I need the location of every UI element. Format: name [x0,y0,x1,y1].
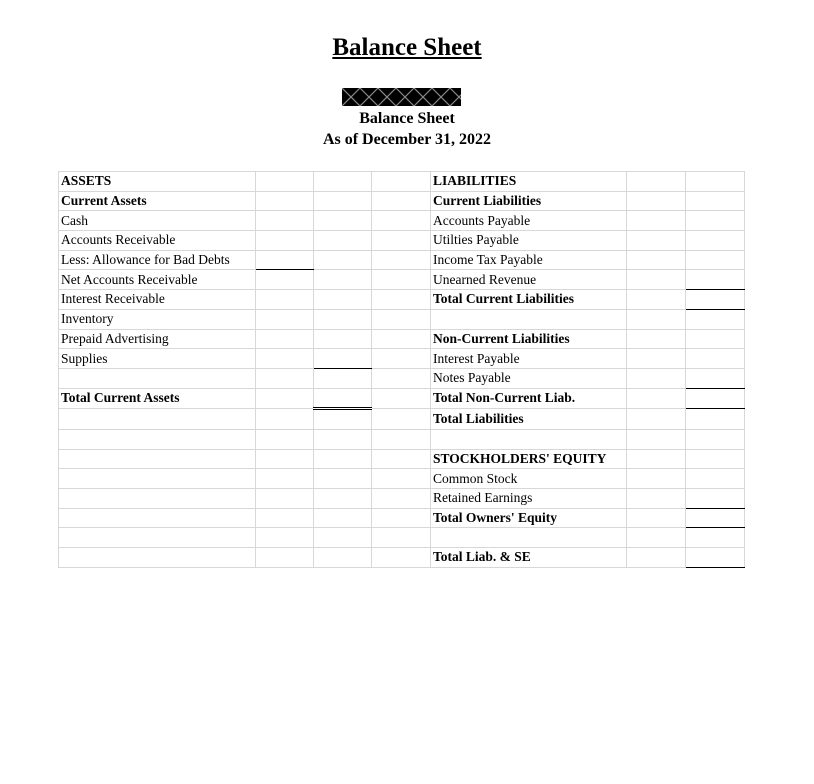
grid-cell [627,329,686,349]
grid-cell [627,409,686,430]
grid-cell [59,489,256,509]
grid-cell [372,409,431,430]
grid-cell [627,231,686,251]
grid-cell [686,489,745,509]
grid-cell [372,368,431,388]
grid-cell [314,349,372,369]
grid-cell [256,172,314,192]
grid-cell [314,508,372,528]
prepaid-advertising-label: Prepaid Advertising [59,329,256,349]
grid-cell [431,429,627,449]
table-row [59,469,745,489]
table-row [59,429,745,449]
supplies-label: Supplies [59,349,256,369]
grid-cell [627,250,686,270]
table-row [59,489,745,509]
grid-cell [59,508,256,528]
grid-cell [686,508,745,528]
table-row [59,449,745,469]
total-owners-equity-label: Total Owners' Equity [431,508,627,528]
grid-cell [256,489,314,509]
grid-cell [627,429,686,449]
interest-receivable-label: Interest Receivable [59,290,256,310]
table-row [59,388,745,409]
grid-cell [314,250,372,270]
table-row [59,231,745,251]
grid-cell [256,250,314,270]
grid-cell [686,388,745,409]
allowance-label: Less: Allowance for Bad Debts [59,250,256,270]
grid-cell [686,270,745,290]
grid-cell [314,489,372,509]
grid-cell [686,528,745,548]
grid-cell [256,270,314,290]
grid-cell [686,309,745,329]
grid-cell [59,429,256,449]
grid-cell [59,449,256,469]
total-current-liabilities-label: Total Current Liabilities [431,290,627,310]
grid-cell [686,290,745,310]
total-noncurrent-liabilities-label: Total Non-Current Liab. [431,388,627,409]
accounts-receivable-label: Accounts Receivable [59,231,256,251]
grid-cell [372,429,431,449]
grid-cell [686,548,745,568]
statement-title: Balance Sheet [359,110,455,127]
table-row [59,270,745,290]
grid-cell [627,548,686,568]
statement-date: As of December 31, 2022 [322,131,492,148]
grid-cell [431,528,627,548]
table-row [59,309,745,329]
grid-cell [256,231,314,251]
table-row [59,172,745,192]
grid-cell [372,469,431,489]
inventory-label: Inventory [59,309,256,329]
grid-cell [372,191,431,211]
grid-cell [372,449,431,469]
assets-heading: ASSETS [59,172,256,192]
grid-cell [372,388,431,409]
table-row [59,191,745,211]
table-row [59,290,745,310]
grid-cell [256,449,314,469]
grid-cell [314,548,372,568]
grid-cell [627,172,686,192]
retained-earnings-label: Retained Earnings [431,489,627,509]
grid-cell [314,449,372,469]
grid-cell [314,409,372,430]
grid-cell [256,309,314,329]
grid-cell [686,449,745,469]
total-liab-se-label: Total Liab. & SE [431,548,627,568]
grid-cell [372,329,431,349]
table-row [59,528,745,548]
grid-cell [627,469,686,489]
stockholders-equity-heading: STOCKHOLDERS' EQUITY [431,449,627,469]
grid-cell [686,349,745,369]
grid-cell [314,270,372,290]
net-ar-label: Net Accounts Receivable [59,270,256,290]
grid-cell [314,231,372,251]
grid-cell [372,349,431,369]
grid-cell [686,172,745,192]
accounts-payable-label: Accounts Payable [431,211,627,231]
grid-cell [686,469,745,489]
grid-cell [59,548,256,568]
grid-cell [256,508,314,528]
grid-cell [686,211,745,231]
grid-cell [627,449,686,469]
grid-cell [627,508,686,528]
grid-cell [686,409,745,430]
total-current-assets-label: Total Current Assets [59,388,256,409]
grid-cell [627,290,686,310]
table-row [59,250,745,270]
grid-cell [686,329,745,349]
grid-cell [431,309,627,329]
grid-cell [627,388,686,409]
table-row [59,409,745,430]
grid-cell [256,211,314,231]
grid-cell [686,250,745,270]
grid-cell [59,409,256,430]
interest-payable-label: Interest Payable [431,349,627,369]
grid-cell [314,388,372,409]
table-row [59,548,745,568]
grid-cell [372,290,431,310]
grid-cell [314,191,372,211]
grid-cell [686,368,745,388]
grid-cell [686,429,745,449]
grid-cell [372,528,431,548]
utilities-payable-label: Utilties Payable [431,231,627,251]
grid-cell [314,329,372,349]
redacted-company-name [342,88,461,106]
grid-cell [314,290,372,310]
grid-cell [59,469,256,489]
grid-cell [372,548,431,568]
grid-cell [256,290,314,310]
grid-cell [627,309,686,329]
table-row [59,508,745,528]
grid-cell [256,429,314,449]
grid-cell [256,329,314,349]
grid-cell [59,528,256,548]
grid-cell [314,172,372,192]
grid-cell [372,309,431,329]
table-row [59,349,745,369]
grid-cell [627,211,686,231]
grid-cell [372,250,431,270]
noncurrent-liabilities-heading: Non-Current Liabilities [431,329,627,349]
grid-cell [627,489,686,509]
grid-cell [686,231,745,251]
table-row [59,368,745,388]
grid-cell [372,270,431,290]
grid-cell [372,508,431,528]
income-tax-payable-label: Income Tax Payable [431,250,627,270]
grid-cell [314,429,372,449]
table-row [59,329,745,349]
grid-cell [627,349,686,369]
liabilities-heading: LIABILITIES [431,172,627,192]
grid-cell [627,368,686,388]
grid-cell [686,191,745,211]
grid-cell [627,191,686,211]
grid-cell [627,528,686,548]
table-row [59,211,745,231]
grid-cell [627,270,686,290]
total-liabilities-label: Total Liabilities [431,409,627,430]
notes-payable-label: Notes Payable [431,368,627,388]
common-stock-label: Common Stock [431,469,627,489]
grid-cell [372,211,431,231]
grid-cell [256,409,314,430]
unearned-revenue-label: Unearned Revenue [431,270,627,290]
grid-cell [314,368,372,388]
grid-cell [314,528,372,548]
grid-cell [256,528,314,548]
grid-cell [256,469,314,489]
balance-sheet-grid [58,171,745,568]
grid-cell [372,172,431,192]
grid-cell [256,368,314,388]
current-assets-heading: Current Assets [59,191,256,211]
grid-cell [372,489,431,509]
page-title: Balance Sheet [332,34,482,61]
grid-cell [314,309,372,329]
grid-cell [256,191,314,211]
grid-cell [256,349,314,369]
grid-cell [314,211,372,231]
grid-cell [59,368,256,388]
grid-cell [314,469,372,489]
grid-cell [372,231,431,251]
current-liabilities-heading: Current Liabilities [431,191,627,211]
grid-cell [256,388,314,409]
cash-label: Cash [59,211,256,231]
grid-cell [256,548,314,568]
